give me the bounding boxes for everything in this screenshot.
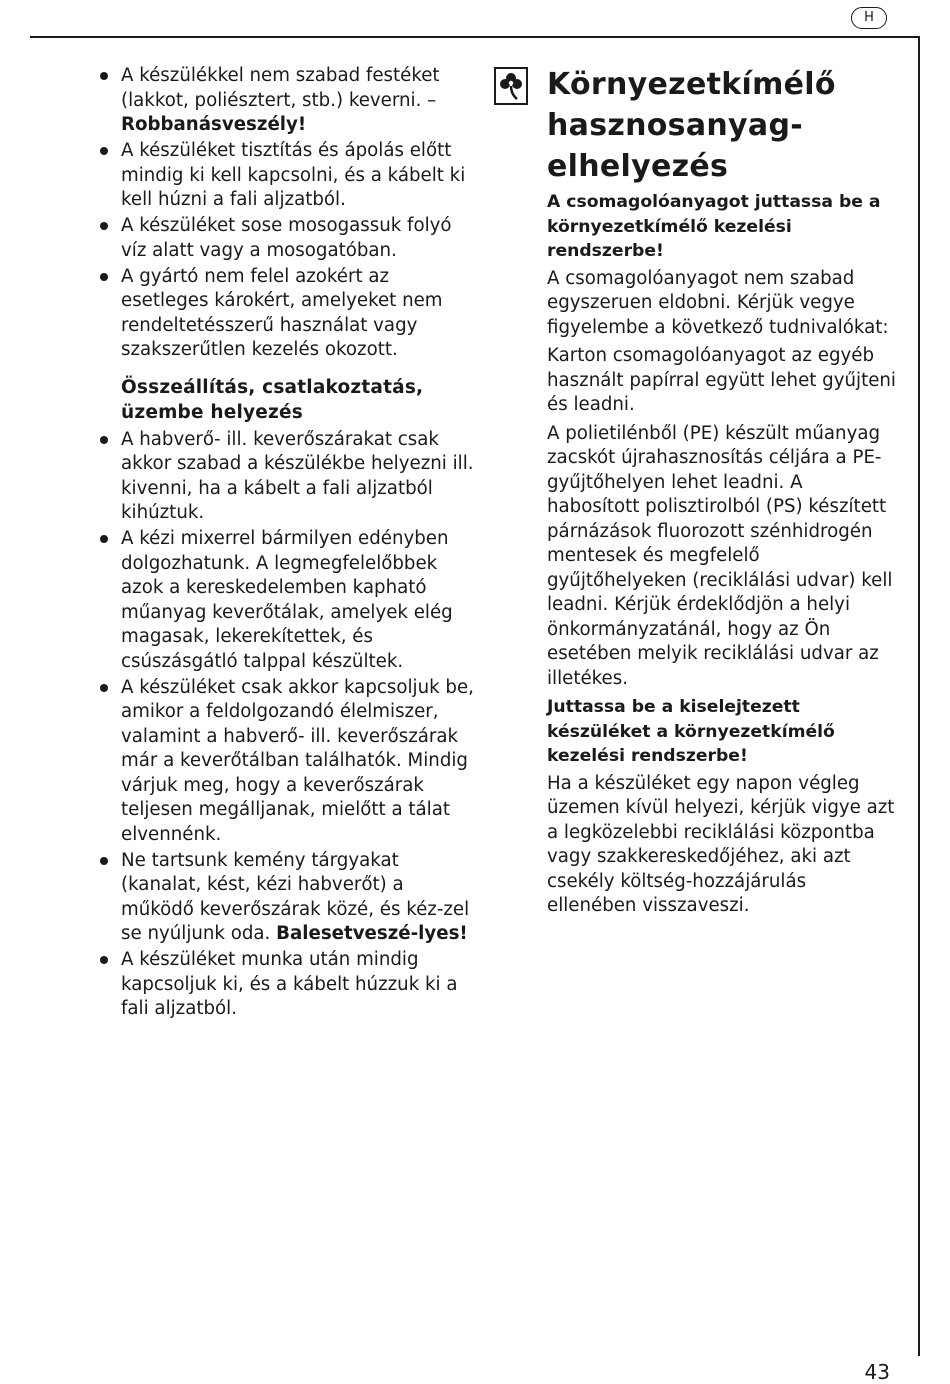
page-title: Környezetkímélő hasznosanyag-elhelyezés xyxy=(547,67,836,184)
subheading-disposal: Juttassa be a kiselejtezett készüléket a környezetkímélő kezelési rendszerbe! xyxy=(547,697,835,766)
paragraph: A csomagolóanyagot nem szabad egyszeruen eldobni. Kérjük vegye figyelembe a következő tudnivalókat: xyxy=(547,267,889,338)
warning-text: Robbanásveszély! xyxy=(121,114,307,135)
page-number: 43 xyxy=(864,1360,890,1384)
list-item: A kézi mixerrel bármilyen edényben dolgozhatunk. A legmegfelelőbbek azok a kereskedelemben kapható műanyag keverőtálak, amelyek elég magasak, lekerekítettek, és csúszásgátló talppal készültek. xyxy=(100,527,475,674)
list-item: Ne tartsunk kemény tárgyakat (kanalat, kést, kézi habverőt) a működő keverőszárak közé, és kéz-zel se nyúljunk oda. Balesetveszé-lyes! xyxy=(100,849,475,947)
paragraph: Karton csomagolóanyagot az egyéb használt papírral együtt lehet gyűjteni és leadni. xyxy=(547,345,896,415)
subheading-packaging: A csomagolóanyagot juttassa be a környezetkímélő kezelési rendszerbe! xyxy=(547,192,881,261)
list-item: A készüléket munka után mindig kapcsoljuk ki, és a kábelt húzzuk ki a fali aljzatból. xyxy=(100,948,475,1022)
cloverleaf-icon xyxy=(494,67,528,105)
list-item: A készüléket csak akkor kapcsoljuk be, amikor a feldolgozandó élelmiszer, valamint a habverő- ill. keverőszárak már a keverőtálban találhatók. Mindig várjuk meg, hogy a keverőszárak teljesen megálljanak, mielőtt a tálat elvennénk. xyxy=(100,676,475,848)
list-item: A habverő- ill. keverőszárakat csak akkor szabad a készülékbe helyezni ill. kivenni, ha a kábelt a fali aljzatból kihúztuk. xyxy=(100,428,475,526)
warning-text: Balesetveszé-lyes! xyxy=(276,923,468,944)
paragraph: Ha a készüléket egy napon végleg üzemen kívül helyezi, kérjük vigye azt a legközelebbi reciklálási központba vagy szakkereskedőjéhez, aki azt csekély költség-hozzájárulás ellenében visszaveszi. xyxy=(547,772,895,916)
list-item: A készülékkel nem szabad festéket (lakkot, poliésztert, stb.) keverni. – Robbanásveszély! xyxy=(100,64,475,138)
list-item: A készüléket tisztítás és ápolás előtt mindig ki kell kapcsolni, és a kábelt ki kell húzni a fali aljzatból. xyxy=(100,139,475,213)
list-item: A gyártó nem felel azokért az esetleges károkért, amelyeket nem rendeltetésszerű használat vagy szakszerűtlen kezelés okozott. xyxy=(100,265,475,363)
paragraph: A polietilénből (PE) készült műanyag zacskót újrahasznosítás céljára a PE-gyűjtőhelyen lehet leadni. A habosított polisztirolból (PS) készített párnázások fluorozott szénhidrogén mentesek és megfelelő gyűjtőhelyeken (reciklálási udvar) kell leadni. Kérjük érdeklődjön a helyi önkormányzatánál, hogy az Ön esetében melyik reciklálási udvar az illetékes. xyxy=(547,422,893,689)
right-column xyxy=(547,190,899,923)
section-heading-assembly: Összeállítás, csatlakoztatás, üzembe helyezés xyxy=(121,376,424,423)
header-rule xyxy=(30,36,920,38)
assembly-bullet-list xyxy=(100,428,475,1022)
left-column xyxy=(100,64,475,1023)
list-item: A készüléket sose mosogassuk folyó víz alatt vagy a mosogatóban. xyxy=(100,214,475,263)
language-badge: H xyxy=(851,7,887,29)
safety-bullet-list xyxy=(100,64,475,363)
right-margin-rule xyxy=(918,36,920,1356)
